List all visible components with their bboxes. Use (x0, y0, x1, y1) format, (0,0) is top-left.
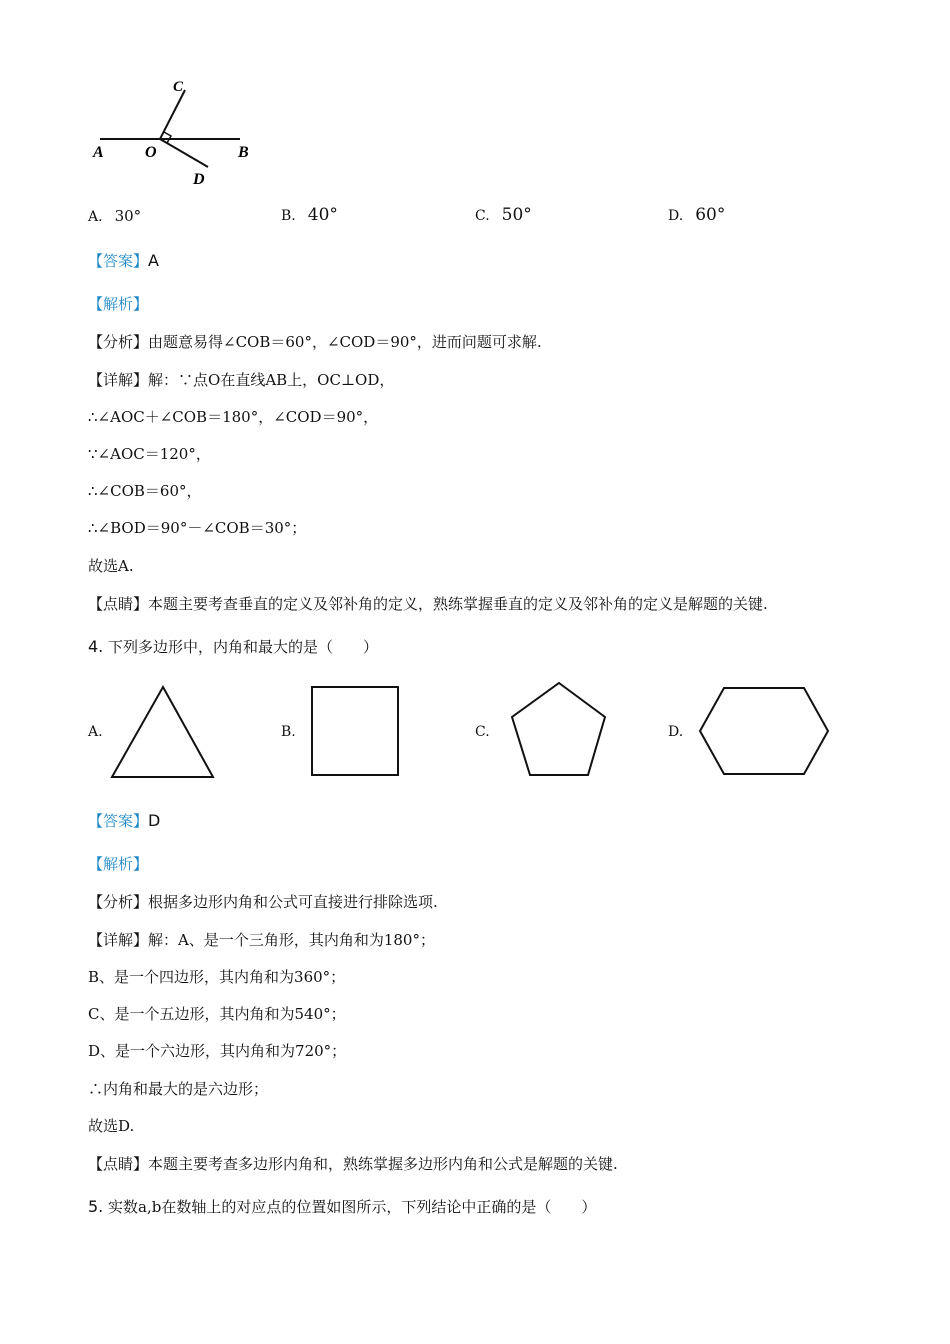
hexagon-shape (696, 684, 832, 778)
q4-line-c: C、是一个五边形，其内角和为540°； (88, 1005, 346, 1023)
question-text: 实数a,b在数轴上的对应点的位置如图所示，下列结论中正确的是（ ） (108, 1198, 597, 1216)
line-tag: 【分析】 (88, 893, 149, 911)
q4-line-b: B、是一个四边形，其内角和为360°； (88, 968, 346, 986)
q3-answer (88, 250, 159, 271)
option-letter: A. (88, 209, 103, 225)
q4-line-therefore: ∴内角和最大的是六边形； (88, 1080, 269, 1098)
q4-option-a-letter: A. (88, 724, 103, 740)
q3-line-conclusion: 故选A. (88, 557, 134, 575)
q3-option-a (88, 207, 141, 225)
line-tag: 【点睛】 (88, 595, 149, 613)
line-text: 本题主要考查垂直的定义及邻补角的定义，熟练掌握垂直的定义及邻补角的定义是解题的关键. (148, 595, 768, 613)
q3-line-step1: ∴∠AOC＋∠COB＝180°，∠COD＝90°， (88, 408, 379, 426)
ray-oc (160, 90, 185, 139)
q3-line-step3: ∴∠COB＝60°， (88, 482, 202, 500)
option-letter: C. (475, 208, 490, 224)
option-value: 50° (501, 205, 532, 225)
line-text: 由题意易得∠COB＝60°，∠COD＝90°，进而问题可求解. (148, 333, 542, 351)
label-a: A (93, 144, 104, 161)
question-number: 4. (88, 637, 104, 656)
q3-analysis-tag: 【解析】 (88, 295, 149, 313)
q3-option-b (281, 205, 338, 225)
label-c: C (173, 79, 184, 95)
line-tag: 【点睛】 (88, 1155, 149, 1173)
label-b: B (238, 144, 249, 161)
angle-figure (85, 75, 265, 190)
option-value: 60° (695, 205, 726, 225)
line-text: 根据多边形内角和公式可直接进行排除选项. (148, 893, 438, 911)
q4-line-xiangjie (88, 929, 435, 950)
answer-tag: 【答案】 (88, 252, 149, 270)
line-text: 本题主要考查多边形内角和，熟练掌握多边形内角和公式是解题的关键. (148, 1155, 618, 1173)
q4-line-fenxi (88, 891, 438, 912)
answer-value: A (148, 251, 159, 270)
label-o: O (145, 144, 157, 161)
question-text: 下列多边形中，内角和最大的是（ ） (108, 638, 379, 656)
line-tag: 【分析】 (88, 333, 149, 351)
ray-od (160, 139, 208, 167)
q3-line-step2: ∵∠AOC＝120°， (88, 445, 211, 463)
line-tag: 【详解】 (88, 371, 149, 389)
line-tag: 【详解】 (88, 931, 149, 949)
q4-line-conclusion: 故选D. (88, 1117, 135, 1135)
q4-line-d: D、是一个六边形，其内角和为720°； (88, 1042, 347, 1060)
answer-tag: 【答案】 (88, 812, 149, 830)
line-text: 解：∵点O在直线AB上，OC⊥OD， (148, 371, 395, 389)
q4-stem (88, 636, 378, 657)
q5-stem (88, 1196, 596, 1217)
q3-option-d (668, 205, 725, 225)
q3-line-step4: ∴∠BOD＝90°－∠COB＝30°； (88, 519, 307, 537)
option-letter: D. (668, 208, 684, 224)
q4-option-d-letter: D. (668, 724, 684, 740)
line-text: 解：A、是一个三角形，其内角和为180°； (148, 931, 435, 949)
q4-answer (88, 810, 160, 831)
option-letter: B. (281, 208, 296, 224)
triangle-shape (108, 683, 218, 783)
square-shape (308, 683, 403, 779)
question-number: 5. (88, 1197, 104, 1216)
q3-line-dianjing (88, 593, 768, 614)
q4-line-dianjing (88, 1153, 618, 1174)
q4-analysis-tag: 【解析】 (88, 855, 149, 873)
q4-option-c-letter: C. (475, 724, 490, 740)
pentagon-shape (508, 679, 610, 781)
q3-line-fenxi (88, 331, 542, 352)
answer-value: D (148, 811, 161, 830)
label-d: D (193, 171, 205, 188)
q4-option-b-letter: B. (281, 724, 296, 740)
option-value: 40° (307, 205, 338, 225)
q3-option-c (475, 205, 532, 225)
option-value: 30° (114, 207, 142, 225)
q3-line-xiangjie (88, 369, 394, 390)
